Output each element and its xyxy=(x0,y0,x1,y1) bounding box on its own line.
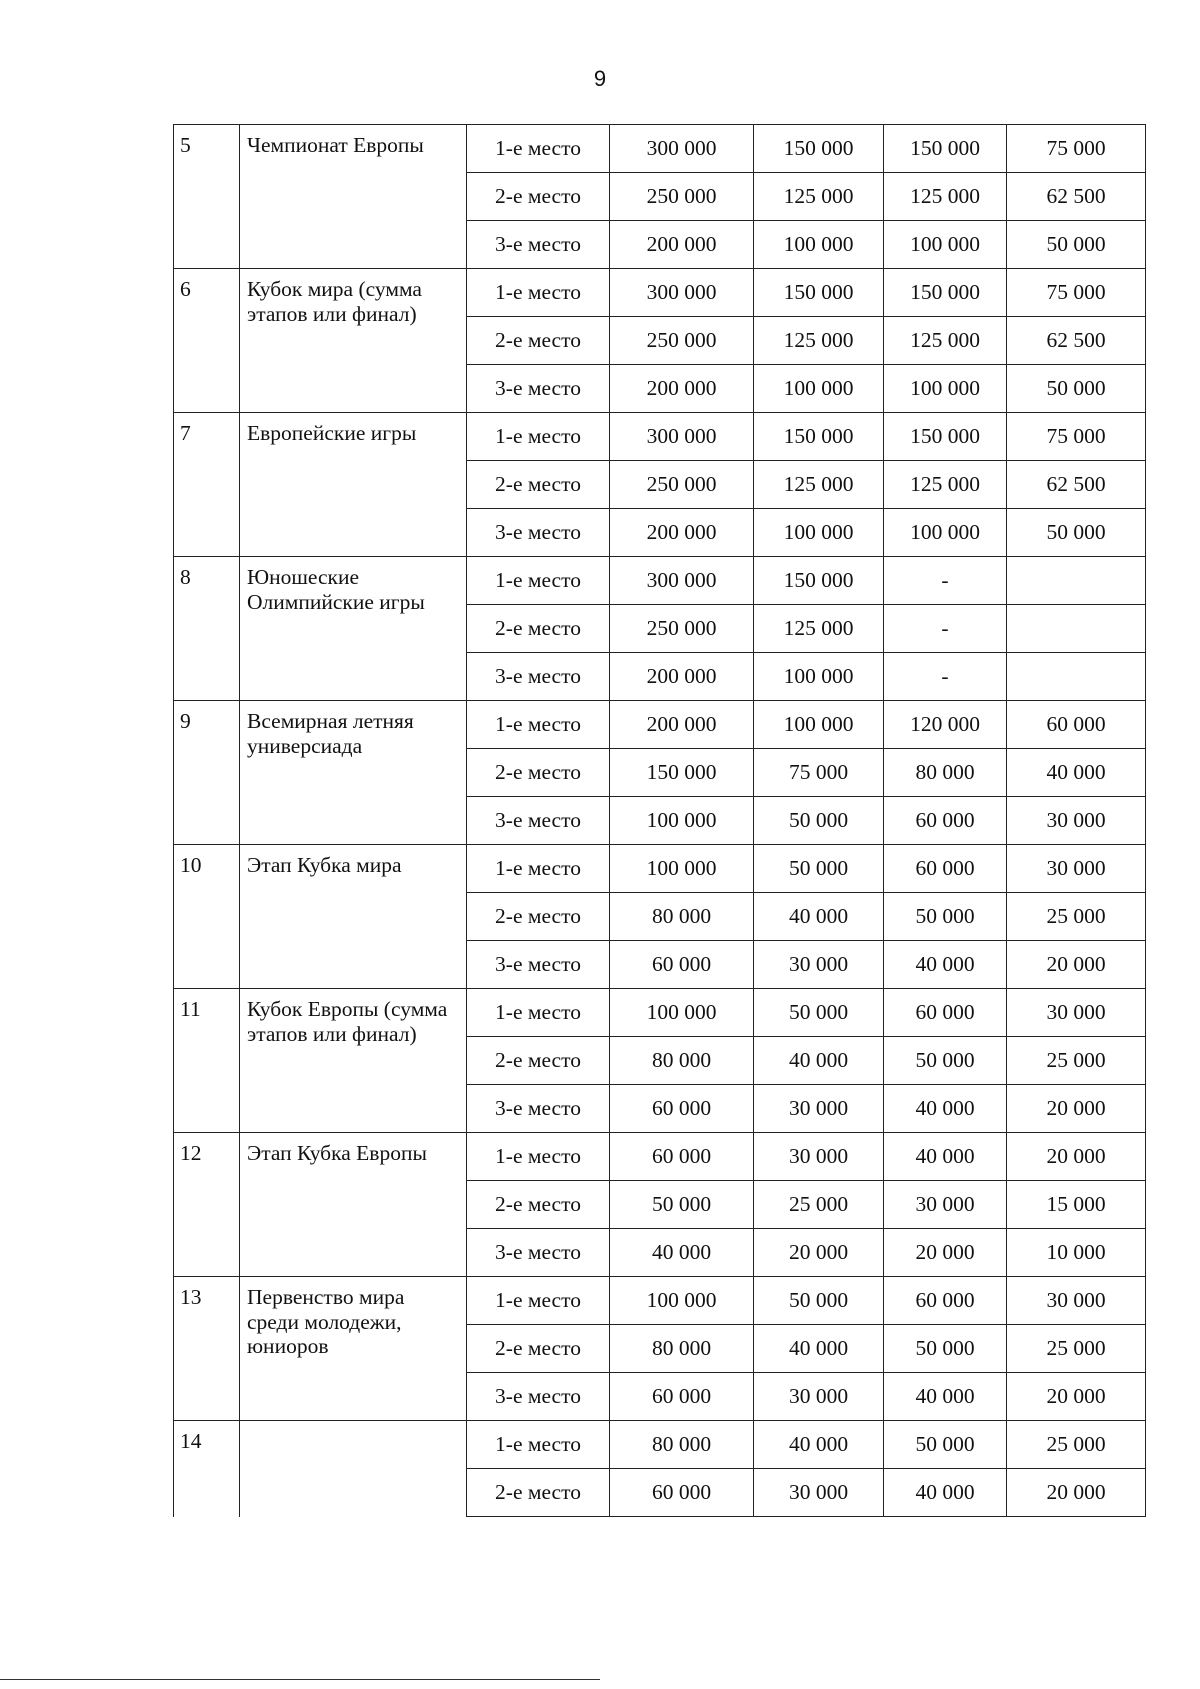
amount-cell: 125 000 xyxy=(754,605,884,653)
table-row xyxy=(174,701,1146,749)
amount-cell: 25 000 xyxy=(1007,1421,1146,1469)
award-table xyxy=(173,124,1146,1517)
amount-cell: 80 000 xyxy=(610,1037,754,1085)
amount-cell xyxy=(1007,653,1146,701)
amount-cell: 60 000 xyxy=(610,1373,754,1421)
place-cell: 2-е место xyxy=(467,1469,610,1517)
amount-cell: 200 000 xyxy=(610,509,754,557)
row-number: 11 xyxy=(174,989,240,1133)
amount-cell: 150 000 xyxy=(610,749,754,797)
amount-cell: 300 000 xyxy=(610,125,754,173)
amount-cell: 100 000 xyxy=(754,701,884,749)
table-row xyxy=(174,845,1146,893)
amount-cell: 40 000 xyxy=(884,1133,1007,1181)
place-cell: 1-е место xyxy=(467,413,610,461)
amount-cell: 30 000 xyxy=(754,941,884,989)
place-cell: 2-е место xyxy=(467,1181,610,1229)
amount-cell: 60 000 xyxy=(1007,701,1146,749)
amount-cell: 200 000 xyxy=(610,701,754,749)
amount-cell: 15 000 xyxy=(1007,1181,1146,1229)
place-cell: 3-е место xyxy=(467,797,610,845)
amount-cell: 125 000 xyxy=(884,461,1007,509)
amount-cell: 150 000 xyxy=(754,413,884,461)
amount-cell: 125 000 xyxy=(754,317,884,365)
amount-cell: 40 000 xyxy=(610,1229,754,1277)
amount-cell: 150 000 xyxy=(884,269,1007,317)
amount-cell: 100 000 xyxy=(610,797,754,845)
amount-cell: 100 000 xyxy=(754,365,884,413)
place-cell: 3-е место xyxy=(467,1373,610,1421)
place-cell: 1-е место xyxy=(467,701,610,749)
amount-cell: 80 000 xyxy=(884,749,1007,797)
amount-cell: - xyxy=(884,605,1007,653)
amount-cell: 30 000 xyxy=(754,1373,884,1421)
amount-cell: 50 000 xyxy=(610,1181,754,1229)
place-cell: 1-е место xyxy=(467,269,610,317)
amount-cell: 25 000 xyxy=(1007,893,1146,941)
amount-cell: 50 000 xyxy=(1007,365,1146,413)
amount-cell: 30 000 xyxy=(754,1133,884,1181)
amount-cell: - xyxy=(884,653,1007,701)
amount-cell: 20 000 xyxy=(1007,1133,1146,1181)
amount-cell: 150 000 xyxy=(884,413,1007,461)
event-name: Всемирная летняя универсиада xyxy=(240,701,467,845)
amount-cell: 10 000 xyxy=(1007,1229,1146,1277)
amount-cell: 100 000 xyxy=(884,509,1007,557)
amount-cell: 20 000 xyxy=(1007,1469,1146,1517)
amount-cell: 80 000 xyxy=(610,1325,754,1373)
row-number: 5 xyxy=(174,125,240,269)
amount-cell: 100 000 xyxy=(610,989,754,1037)
amount-cell: 100 000 xyxy=(610,845,754,893)
event-name xyxy=(240,1421,467,1517)
table-row xyxy=(174,1421,1146,1469)
amount-cell: 80 000 xyxy=(610,1421,754,1469)
amount-cell: 150 000 xyxy=(884,125,1007,173)
amount-cell: 300 000 xyxy=(610,413,754,461)
place-cell: 2-е место xyxy=(467,461,610,509)
amount-cell: 50 000 xyxy=(884,893,1007,941)
place-cell: 3-е место xyxy=(467,1085,610,1133)
place-cell: 1-е место xyxy=(467,1133,610,1181)
amount-cell: 80 000 xyxy=(610,893,754,941)
amount-cell: 30 000 xyxy=(1007,797,1146,845)
amount-cell: 60 000 xyxy=(884,1277,1007,1325)
amount-cell: 300 000 xyxy=(610,269,754,317)
amount-cell: 50 000 xyxy=(754,1277,884,1325)
amount-cell: 20 000 xyxy=(1007,941,1146,989)
table-row xyxy=(174,413,1146,461)
amount-cell: 25 000 xyxy=(1007,1037,1146,1085)
event-name: Чемпионат Европы xyxy=(240,125,467,269)
amount-cell: 60 000 xyxy=(884,845,1007,893)
place-cell: 2-е место xyxy=(467,893,610,941)
amount-cell: 125 000 xyxy=(754,173,884,221)
amount-cell: 25 000 xyxy=(754,1181,884,1229)
amount-cell: - xyxy=(884,557,1007,605)
amount-cell: 50 000 xyxy=(1007,509,1146,557)
place-cell: 3-е место xyxy=(467,941,610,989)
place-cell: 3-е место xyxy=(467,365,610,413)
amount-cell: 125 000 xyxy=(754,461,884,509)
event-name: Этап Кубка Европы xyxy=(240,1133,467,1277)
amount-cell: 100 000 xyxy=(610,1277,754,1325)
amount-cell: 62 500 xyxy=(1007,173,1146,221)
amount-cell: 200 000 xyxy=(610,365,754,413)
amount-cell: 40 000 xyxy=(1007,749,1146,797)
place-cell: 2-е место xyxy=(467,1037,610,1085)
amount-cell: 40 000 xyxy=(884,1085,1007,1133)
amount-cell: 200 000 xyxy=(610,653,754,701)
amount-cell: 250 000 xyxy=(610,173,754,221)
place-cell: 2-е место xyxy=(467,317,610,365)
amount-cell: 250 000 xyxy=(610,317,754,365)
event-name: Юношеские Олимпийские игры xyxy=(240,557,467,701)
row-number: 13 xyxy=(174,1277,240,1421)
place-cell: 3-е место xyxy=(467,509,610,557)
amount-cell: 30 000 xyxy=(884,1181,1007,1229)
amount-cell: 62 500 xyxy=(1007,317,1146,365)
amount-cell: 20 000 xyxy=(754,1229,884,1277)
table-row xyxy=(174,125,1146,173)
row-number: 7 xyxy=(174,413,240,557)
amount-cell: 300 000 xyxy=(610,557,754,605)
amount-cell: 40 000 xyxy=(754,1037,884,1085)
amount-cell: 75 000 xyxy=(1007,125,1146,173)
amount-cell: 100 000 xyxy=(884,365,1007,413)
amount-cell: 30 000 xyxy=(754,1469,884,1517)
amount-cell: 25 000 xyxy=(1007,1325,1146,1373)
table-row xyxy=(174,989,1146,1037)
table-row xyxy=(174,1133,1146,1181)
amount-cell: 40 000 xyxy=(754,893,884,941)
place-cell: 3-е место xyxy=(467,653,610,701)
amount-cell: 30 000 xyxy=(1007,989,1146,1037)
amount-cell xyxy=(1007,557,1146,605)
amount-cell: 100 000 xyxy=(884,221,1007,269)
event-name: Кубок мира (сумма этапов или финал) xyxy=(240,269,467,413)
place-cell: 1-е место xyxy=(467,1277,610,1325)
place-cell: 1-е место xyxy=(467,989,610,1037)
amount-cell: 50 000 xyxy=(754,797,884,845)
place-cell: 1-е место xyxy=(467,557,610,605)
amount-cell: 100 000 xyxy=(754,221,884,269)
place-cell: 2-е место xyxy=(467,173,610,221)
amount-cell: 30 000 xyxy=(1007,1277,1146,1325)
amount-cell: 50 000 xyxy=(754,845,884,893)
amount-cell: 150 000 xyxy=(754,269,884,317)
table-row xyxy=(174,269,1146,317)
amount-cell: 120 000 xyxy=(884,701,1007,749)
place-cell: 2-е место xyxy=(467,1325,610,1373)
amount-cell: 60 000 xyxy=(610,1085,754,1133)
amount-cell: 20 000 xyxy=(884,1229,1007,1277)
amount-cell: 30 000 xyxy=(1007,845,1146,893)
amount-cell: 50 000 xyxy=(884,1421,1007,1469)
amount-cell: 100 000 xyxy=(754,653,884,701)
place-cell: 3-е место xyxy=(467,1229,610,1277)
place-cell: 1-е место xyxy=(467,1421,610,1469)
amount-cell: 250 000 xyxy=(610,461,754,509)
amount-cell: 150 000 xyxy=(754,125,884,173)
amount-cell: 40 000 xyxy=(884,1373,1007,1421)
amount-cell: 40 000 xyxy=(884,941,1007,989)
amount-cell: 60 000 xyxy=(610,941,754,989)
amount-cell: 62 500 xyxy=(1007,461,1146,509)
event-name: Кубок Европы (сумма этапов или финал) xyxy=(240,989,467,1133)
amount-cell: 75 000 xyxy=(1007,269,1146,317)
amount-cell: 60 000 xyxy=(610,1469,754,1517)
amount-cell: 20 000 xyxy=(1007,1085,1146,1133)
place-cell: 1-е место xyxy=(467,125,610,173)
amount-cell: 75 000 xyxy=(1007,413,1146,461)
amount-cell: 50 000 xyxy=(884,1325,1007,1373)
row-number: 8 xyxy=(174,557,240,701)
event-name: Первенство мира среди молодежи, юниоров xyxy=(240,1277,467,1421)
amount-cell: 40 000 xyxy=(884,1469,1007,1517)
amount-cell: 50 000 xyxy=(884,1037,1007,1085)
amount-cell: 125 000 xyxy=(884,317,1007,365)
amount-cell: 150 000 xyxy=(754,557,884,605)
amount-cell: 40 000 xyxy=(754,1325,884,1373)
amount-cell: 30 000 xyxy=(754,1085,884,1133)
amount-cell: 100 000 xyxy=(754,509,884,557)
row-number: 6 xyxy=(174,269,240,413)
table-row xyxy=(174,1277,1146,1325)
amount-cell: 60 000 xyxy=(884,989,1007,1037)
place-cell: 1-е место xyxy=(467,845,610,893)
amount-cell: 20 000 xyxy=(1007,1373,1146,1421)
amount-cell xyxy=(1007,605,1146,653)
amount-cell: 75 000 xyxy=(754,749,884,797)
row-number: 12 xyxy=(174,1133,240,1277)
event-name: Этап Кубка мира xyxy=(240,845,467,989)
place-cell: 2-е место xyxy=(467,749,610,797)
footer-rule xyxy=(0,1679,600,1680)
row-number: 9 xyxy=(174,701,240,845)
amount-cell: 60 000 xyxy=(884,797,1007,845)
amount-cell: 40 000 xyxy=(754,1421,884,1469)
amount-cell: 200 000 xyxy=(610,221,754,269)
page-number: 9 xyxy=(593,66,607,91)
place-cell: 3-е место xyxy=(467,221,610,269)
row-number: 10 xyxy=(174,845,240,989)
amount-cell: 60 000 xyxy=(610,1133,754,1181)
amount-cell: 50 000 xyxy=(754,989,884,1037)
row-number: 14 xyxy=(174,1421,240,1517)
amount-cell: 125 000 xyxy=(884,173,1007,221)
table-row xyxy=(174,557,1146,605)
event-name: Европейские игры xyxy=(240,413,467,557)
amount-cell: 50 000 xyxy=(1007,221,1146,269)
place-cell: 2-е место xyxy=(467,605,610,653)
amount-cell: 250 000 xyxy=(610,605,754,653)
